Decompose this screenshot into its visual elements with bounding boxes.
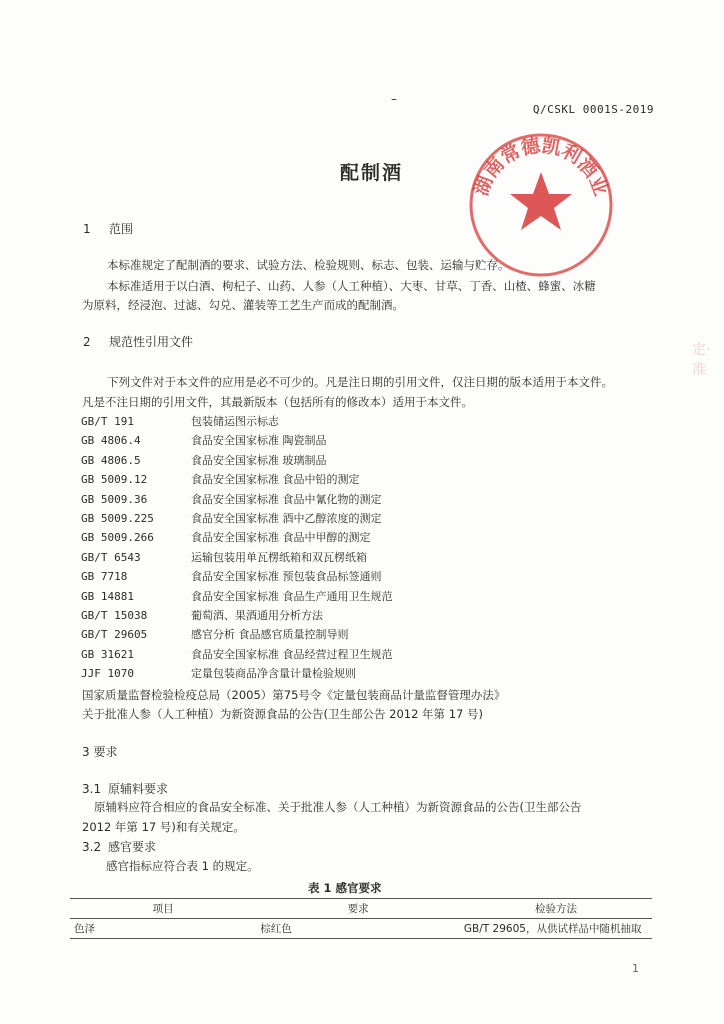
section-3-heading: 3 要求 xyxy=(82,745,118,759)
reference-title: 食品安全国家标准 酒中乙醇浓度的测定 xyxy=(191,512,382,525)
section-3-2-para-1: 感官指标应符合表 1 的规定。 xyxy=(106,859,259,873)
reference-code: GB 4806.5 xyxy=(81,453,141,467)
seal-star-icon xyxy=(510,172,572,230)
section-1-para-2b: 为原料，经浸泡、过滤、勾兑、灌装等工艺生产而成的配制酒。 xyxy=(82,298,404,312)
table-header-cell: 项目 xyxy=(70,899,256,919)
table-1-caption: 表 1 感官要求 xyxy=(308,881,382,895)
reference-item xyxy=(81,413,279,429)
reference-item xyxy=(81,432,327,448)
reference-item xyxy=(81,452,327,468)
reference-item xyxy=(81,607,323,623)
reference-code: GB/T 15038 xyxy=(81,609,148,622)
reference-title: 葡萄酒、果酒通用分析方法 xyxy=(191,609,323,622)
table-header-row xyxy=(70,899,652,919)
reference-code: GB 5009.12 xyxy=(81,473,148,487)
reference-code: GB/T 191 xyxy=(81,415,134,428)
table-row xyxy=(70,919,652,939)
reference-code: GB/T 29605 xyxy=(81,628,148,642)
reference-item xyxy=(81,471,360,487)
page-number: 1 xyxy=(632,962,639,975)
reference-code: GB 7718 xyxy=(81,570,128,584)
reference-item xyxy=(81,510,382,526)
section-3-1-para-1: 原辅料应符合相应的食品安全标准、关于批准人参（人工种植）为新资源食品的公告(卫生部公告 xyxy=(94,800,582,814)
table-1 xyxy=(70,898,652,939)
reference-code: GB 31621 xyxy=(81,647,134,661)
reference-title: 感官分析 食品感官质量控制导则 xyxy=(191,628,349,642)
section-3-1-heading: 3.1 原辅料要求 xyxy=(82,782,169,796)
reference-code: GB 5009.266 xyxy=(81,531,154,545)
header-dash: – xyxy=(391,92,397,106)
section-2-heading: 2 规范性引用文件 xyxy=(83,335,194,349)
seal-text: 湖南常德凯利酒业 xyxy=(470,134,612,199)
reference-title: 食品安全国家标准 食品经营过程卫生规范 xyxy=(191,647,393,661)
reference-title: 食品安全国家标准 食品中氰化物的测定 xyxy=(191,492,382,506)
reference-item xyxy=(81,491,382,507)
section-1-para-2a: 本标准适用于以白酒、枸杞子、山药、人参（人工种植）、大枣、甘草、丁香、山楂、蜂蜜、冰糖 xyxy=(107,279,596,293)
reference-title: 食品安全国家标准 食品中铅的测定 xyxy=(191,473,360,487)
reference-title: 食品安全国家标准 陶瓷制品 xyxy=(191,434,327,448)
table-cell: 棕红色 xyxy=(256,919,460,939)
section-3-1-para-2: 2012 年第 17 号)和有关规定。 xyxy=(82,820,245,834)
document-title: 配制酒 xyxy=(340,162,404,184)
table-cell: GB/T 29605，从供试样品中随机抽取 xyxy=(460,919,652,939)
reference-title: 食品安全国家标准 预包装食品标签通则 xyxy=(191,570,382,584)
reference-extra-1: 国家质量监督检验检疫总局（2005）第75号令《定量包装商品计量监督管理办法》 xyxy=(82,688,506,702)
reference-item xyxy=(81,665,356,681)
table-header-cell: 要求 xyxy=(256,899,460,919)
reference-code: GB/T 6543 xyxy=(81,550,141,564)
reference-code: GB 4806.4 xyxy=(81,434,141,448)
section-3-2-heading: 3.2 感官要求 xyxy=(82,840,157,854)
section-1-heading: 1 范围 xyxy=(83,222,134,236)
reference-item xyxy=(81,626,349,642)
section-1-para-1: 本标准规定了配制酒的要求、试验方法、检验规则、标志、包装、运输与贮存。 xyxy=(107,258,510,272)
side-stamp-mark: 定·准 xyxy=(692,342,711,378)
standard-code: Q/CSKL 0001S-2019 xyxy=(532,103,654,116)
reference-extra-2: 关于批准人参（人工种植）为新资源食品的公告(卫生部公告 2012 年第 17 号) xyxy=(82,707,483,721)
reference-code: GB 14881 xyxy=(81,589,134,603)
reference-item xyxy=(81,568,382,584)
reference-item xyxy=(81,529,371,545)
table-cell: 色泽 xyxy=(70,919,256,939)
reference-title: 包装储运图示标志 xyxy=(191,415,279,428)
section-2-para-1a: 下列文件对于本文件的应用是必不可少的。凡是注日期的引用文件，仅注日期的版本适用于本文件。 xyxy=(107,375,613,389)
reference-code: JJF 1070 xyxy=(81,667,134,681)
reference-title: 食品安全国家标准 玻璃制品 xyxy=(191,453,327,467)
section-2-para-1b: 凡是不注日期的引用文件，其最新版本（包括所有的修改本）适用于本文件。 xyxy=(82,395,473,409)
table-header-cell: 检验方法 xyxy=(460,899,652,919)
reference-title: 食品安全国家标准 食品中甲醇的测定 xyxy=(191,531,371,545)
reference-title: 运输包装用单瓦楞纸箱和双瓦楞纸箱 xyxy=(191,550,367,564)
reference-title: 食品安全国家标准 食品生产通用卫生规范 xyxy=(191,589,393,603)
reference-title: 定量包装商品净含量计量检验规则 xyxy=(191,667,356,681)
reference-item xyxy=(81,588,393,604)
reference-code: GB 5009.225 xyxy=(81,512,154,525)
reference-code: GB 5009.36 xyxy=(81,492,148,506)
reference-item xyxy=(81,646,393,662)
reference-item xyxy=(81,549,367,565)
